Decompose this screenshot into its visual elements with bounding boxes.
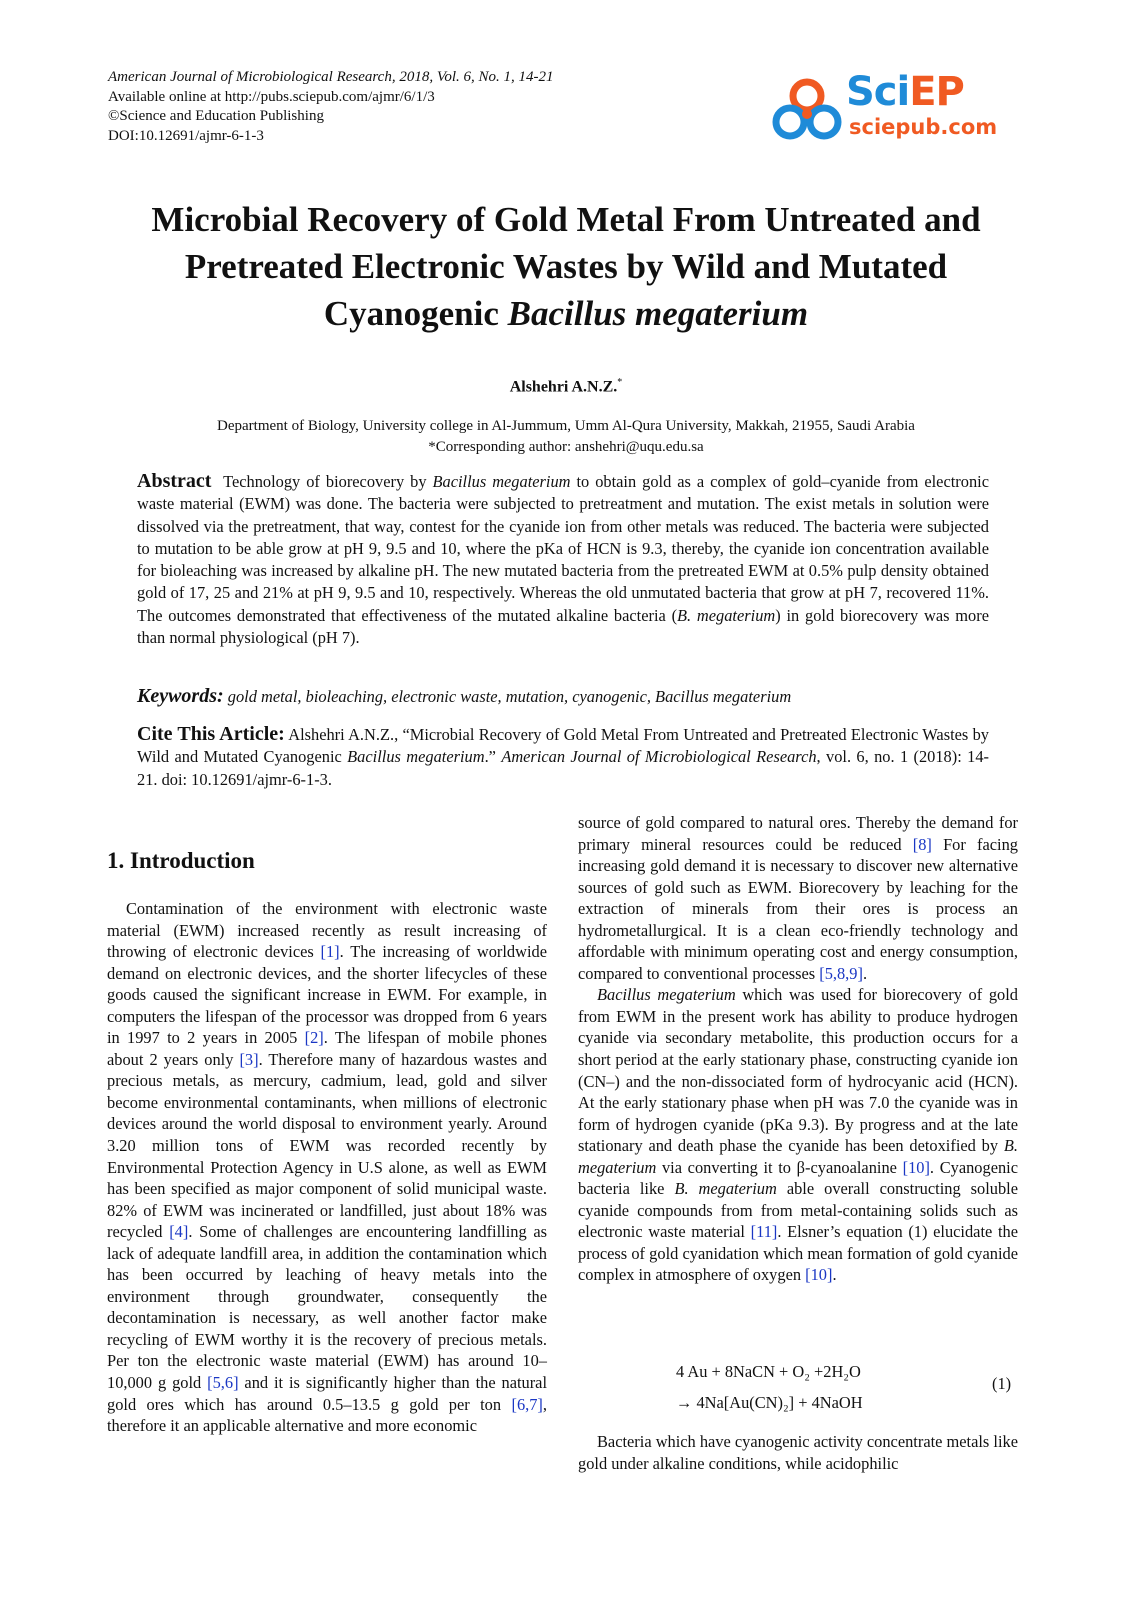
- citation-link[interactable]: [4]: [169, 1222, 189, 1242]
- citation-link[interactable]: [5,8,9]: [819, 963, 863, 983]
- author: [0, 377, 1132, 396]
- journal-header: [108, 68, 554, 146]
- abstract: Abstract Technology of biorecovery by Bacillus megaterium to obtain gold as a complex of gold–cyanide from electronic waste material (EWM) was done. The bacteria were subjected to pretreatment and mutation. The exist metals in solution were dissolved via the pretreatment, that way, contest for the cyanide ion from other metals was reduced. The bacteria were subjected to mutation to be able grow at pH 9, 9.5 and 10, where the pKa of HCN is 9.3, thereby, the cyanide ion concentration available for bioleaching was increased by alkaline pH. The new mutated bacteria from the pretreated EWM at 0.5% pulp density obtained gold of 17, 25 and 21% at pH 9, 9.5 and 10, respectively. Whereas the old unmutated bacteria that grow at pH 7, recovered 11%. The outcomes demonstrated that effectiveness of the mutated alkaline bacteria (B. megaterium) in gold biorecovery was more than normal physiological (pH 7).: [137, 470, 989, 648]
- equation-line-1: 4 Au + 8NaCN + O₂ +2H₂O: [676, 1362, 861, 1381]
- affiliation: [60, 416, 1072, 458]
- cite-this-article: Cite This Article: Alshehri A.N.Z., “Microbial Recovery of Gold Metal From Untreated and Pretreated Electronic Wastes by Wild and Mutated Cyanogenic Bacillus megaterium.” American Journal of Microbiological Research, vol. 6, no. 1 (2018): 14-21. doi: 10.12691/ajmr-6-1-3.: [137, 723, 989, 789]
- paragraph: source of gold compared to natural ores. Thereby the demand for primary mineral resources could be reduced [8] For facing increasing gold demand it is necessary to discover new alternative sources of gold such as EWM. Biorecovery by leaching for the extraction of minerals from their ores is process an hydrometallurgical. It is a clean eco-friendly technology and affordable with minimum operating cost and energy consumption, compared to conventional processes [5,8,9].: [578, 813, 1018, 983]
- paragraph: Bacteria which have cyanogenic activity concentrate metals like gold under alkaline conditions, while acidophilic: [578, 1432, 1018, 1473]
- online-url[interactable]: Available online at http://pubs.sciepub.com/ajmr/6/1/3: [108, 88, 435, 105]
- citation-link[interactable]: [8]: [912, 834, 932, 854]
- citation-link[interactable]: [6,7]: [511, 1394, 543, 1414]
- corresponding-mark: *: [617, 377, 623, 388]
- intro-paragraph: Contamination of the environment with electronic waste material (EWM) increased recently as result increasing of throwing of electronic devices [1]. The increasing of worldwide demand on electronic devices, and the shorter lifecycles of these goods caused the significant increase in EWM. For example, in computers the lifespan of the processor was dropped from 6 years in 1997 to 2 years in 2005 [2]. The lifespan of mobile phones about 2 years only [3]. Therefore many of hazardous wastes and precious metals, as mercury, cadmium, lead, gold and silver become environmental contaminants, when millions of electronic devices around the world disposal to environment yearly. Around 3.20 million tons of EWM was recorded recently by Environmental Protection Agency in U.S alone, as well as EWM has been specified as major component of solid municipal waste. 82% of EWM was incinerated or landfilled, just about 18% was recycled [4]. Some of challenges are encountering landfilling as lack of adequate landfill area, in addition the contamination which has been occurred by leaching of heavy metals into the environment through groundwater, consequently the decontamination is necessary, as well another factor make recycling of EWM worthy it is the recovery of precious metals. Per ton the electronic waste material (EWM) has around 10–10,000 g gold [5,6] and it is significantly higher than the natural gold ores which has around 0.5–13.5 g gold per ton [6,7], therefore it an applicable alternative and more economic: [107, 899, 547, 1436]
- citation-link[interactable]: [11]: [750, 1222, 778, 1242]
- abstract-label: Abstract: [137, 470, 212, 492]
- citation-link[interactable]: [3]: [239, 1049, 259, 1069]
- logo-wordmark: SciEP: [846, 69, 964, 115]
- journal-citation: American Journal of Microbiological Research, 2018, Vol. 6, No. 1, 14-21: [108, 69, 554, 85]
- section-heading: 1. Introduction: [107, 848, 255, 873]
- citation-link[interactable]: [1]: [320, 942, 340, 962]
- paragraph: Bacillus megaterium which was used for biorecovery of gold from EWM in the present work has ability to produce hydrogen cyanide via secondary metabolite, this production occurs for a short period at the early stationary phase, constructing cyanide ion (CN–) and the non-dissociated form of hydrocyanic acid (HCN). At the early stationary phase when pH was 7.0 the cyanide was in form of hydrogen cyanide (pKa 9.3). By progress and at the late stationary and death phase the cyanide has been detoxified by B. megaterium via converting it to β-cyanoalanine [10]. Cyanogenic bacteria like B. megaterium able overall constructing soluble cyanide compounds from from metal-containing solids such as electronic waste material [11]. Elsner’s equation (1) elucidate the process of gold cyanidation which mean formation of gold cyanide complex in atmosphere of oxygen [10].: [578, 985, 1018, 1285]
- citation-link[interactable]: [2]: [304, 1028, 324, 1048]
- corresponding-author: *Corresponding author: anshehri@uqu.edu.sa: [428, 439, 704, 455]
- logo-site: sciepub.com: [849, 115, 998, 139]
- author-name: Alshehri A.N.Z.: [509, 378, 618, 396]
- keywords-label: Keywords:: [137, 685, 224, 707]
- right-column: [578, 812, 1018, 1286]
- keywords: [137, 685, 989, 708]
- right-column-continued: [578, 1431, 1018, 1474]
- sciep-logo-icon: [772, 78, 842, 142]
- equation-number: (1): [992, 1374, 1012, 1393]
- citation-link[interactable]: [10]: [902, 1157, 930, 1177]
- publisher: ©Science and Education Publishing: [108, 108, 324, 124]
- paper-title: Microbial Recovery of Gold Metal From Untreated and Pretreated Electronic Wastes by Wild and Mutated Cyanogenic Bacillus megaterium: [151, 200, 981, 333]
- citation-link[interactable]: [10]: [805, 1265, 833, 1285]
- equation: [676, 1356, 863, 1418]
- equation-line-2: → 4Na[Au(CN)₂] + 4NaOH: [676, 1393, 863, 1412]
- citation-link[interactable]: [5,6]: [207, 1373, 239, 1393]
- doi[interactable]: DOI:10.12691/ajmr-6-1-3: [108, 127, 264, 144]
- left-column: [107, 898, 547, 1437]
- department: Department of Biology, University college in Al-Jummum, Umm Al-Qura University, Makkah, 21955, Saudi Arabia: [217, 418, 915, 434]
- cite-label: Cite This Article:: [137, 723, 285, 745]
- keywords-text: gold metal, bioleaching, electronic waste, mutation, cyanogenic, Bacillus megaterium: [227, 687, 792, 706]
- sciep-logo[interactable]: [772, 69, 1012, 144]
